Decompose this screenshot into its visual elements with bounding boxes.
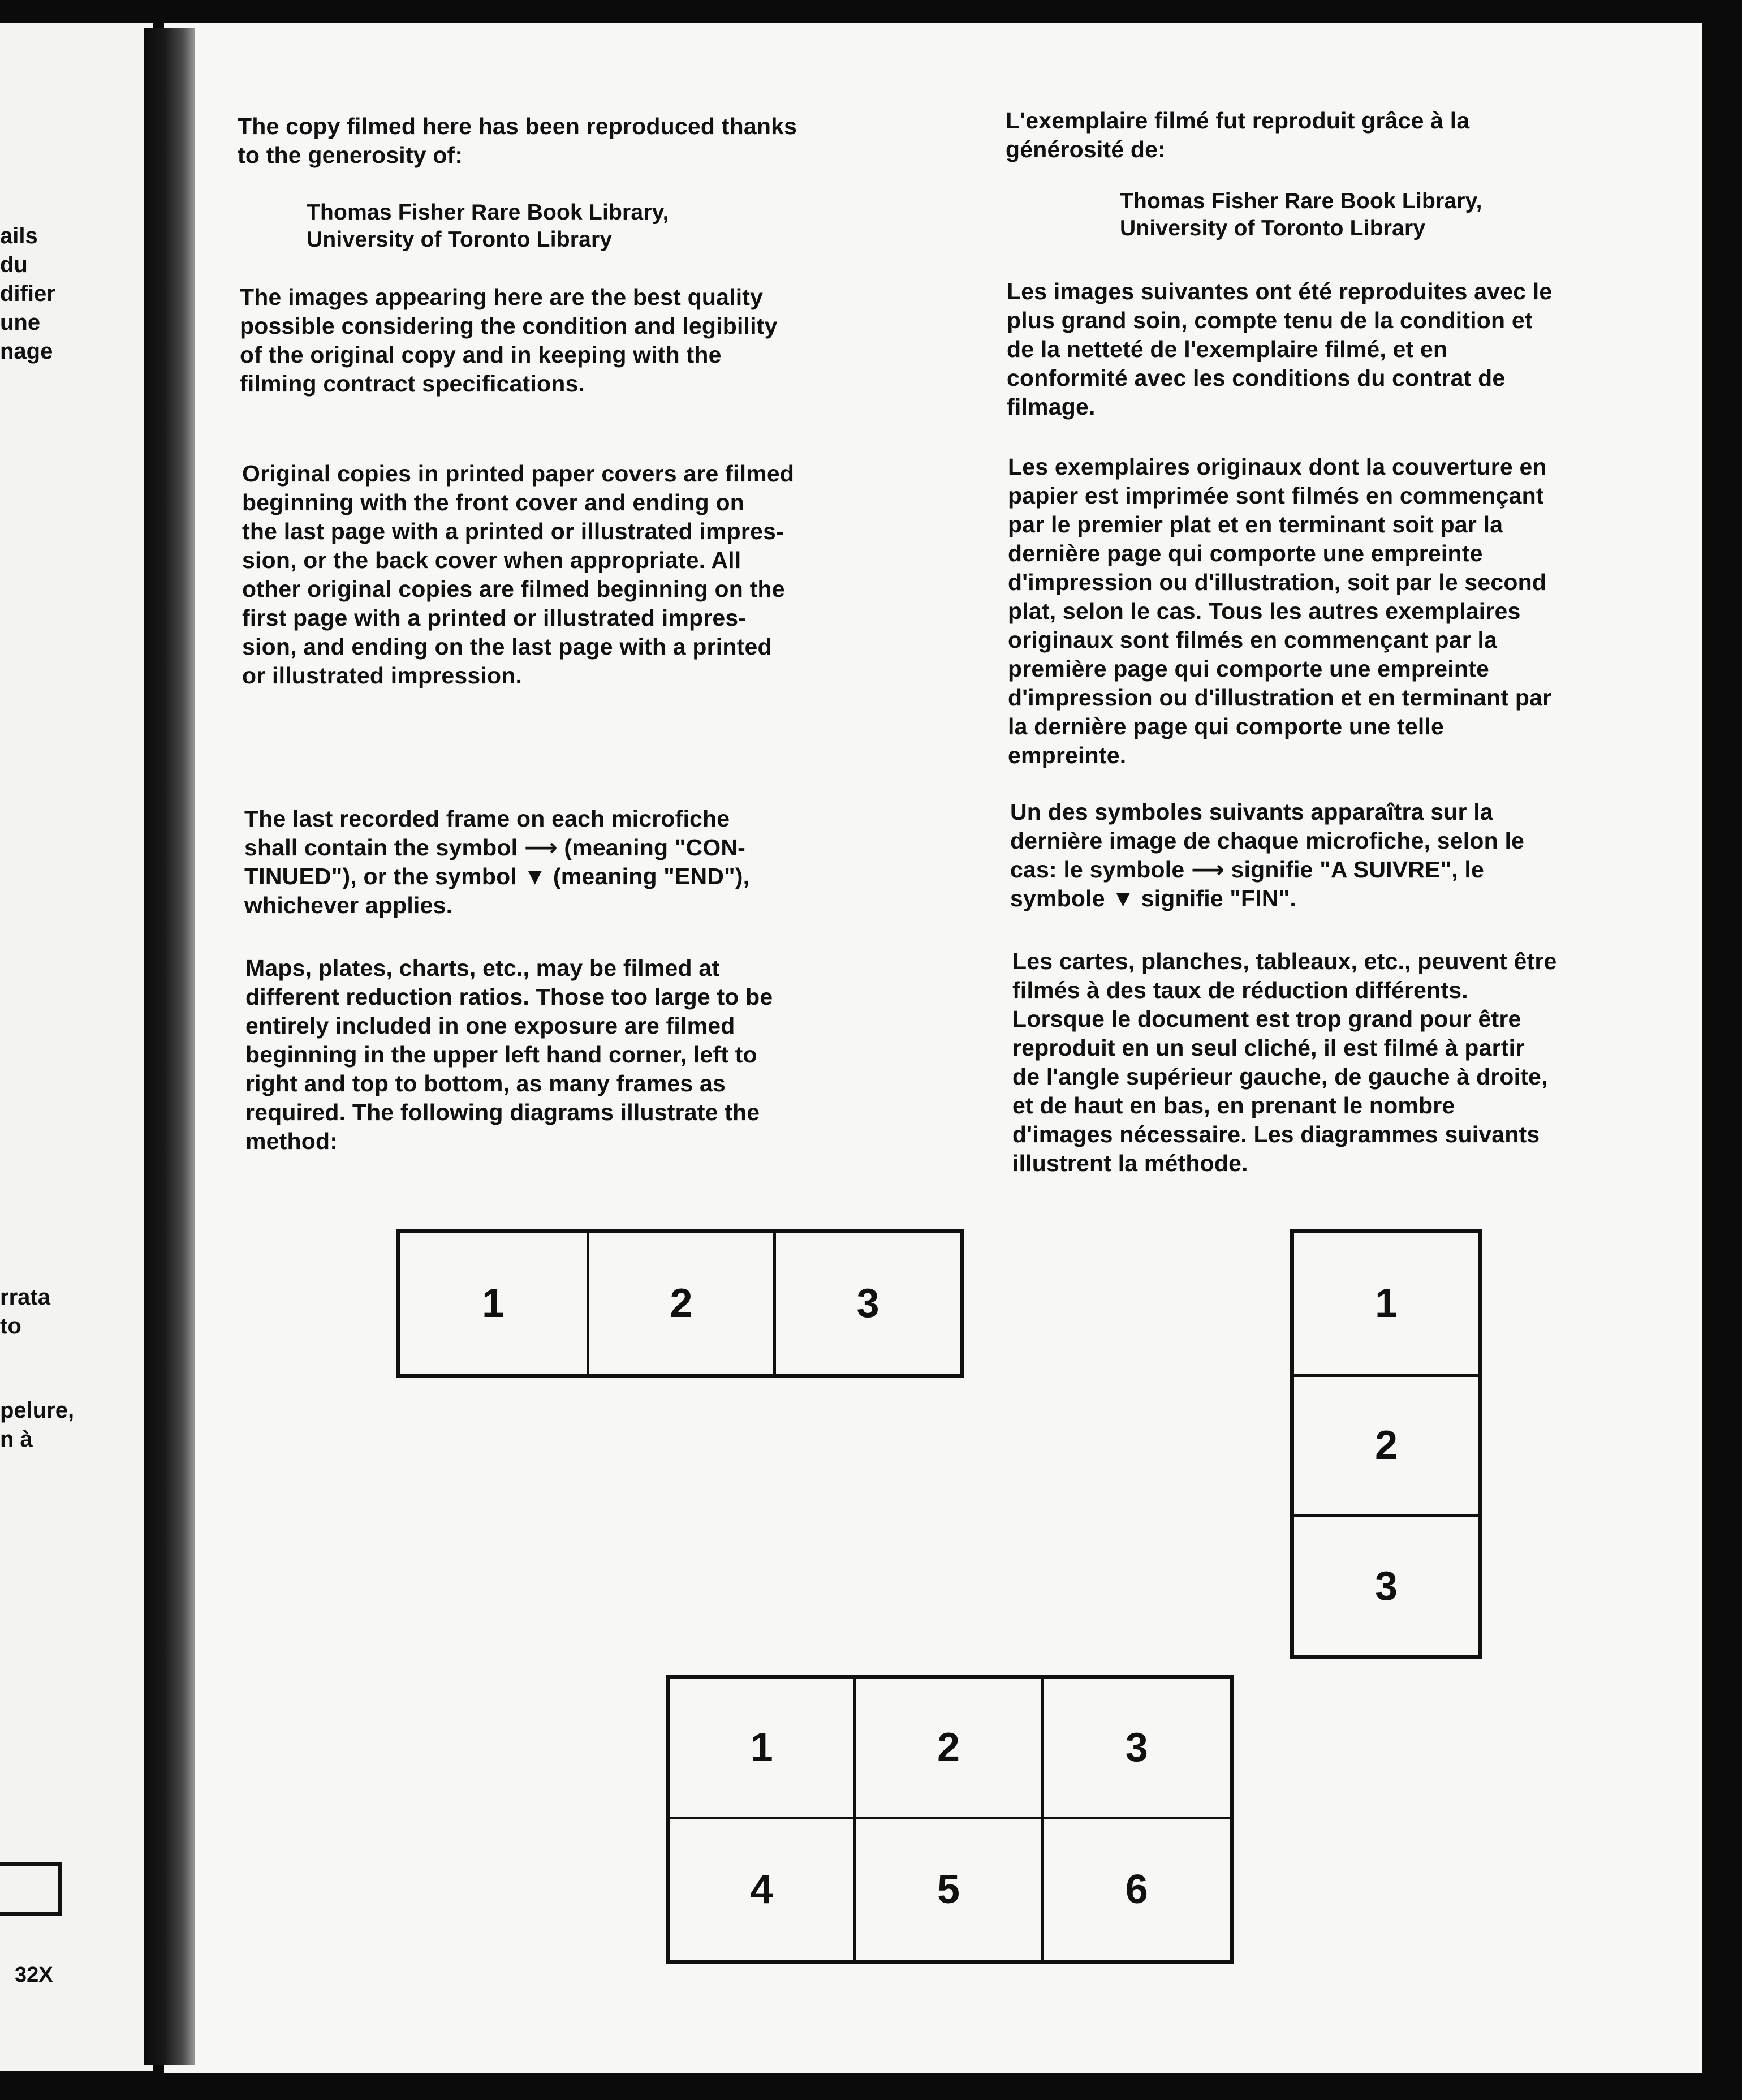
frame-cell: 1 xyxy=(1374,1281,1398,1327)
diagram-six-grid xyxy=(666,1675,1234,1964)
english-original-copies: Original copies in printed paper covers are filmed beginning with the front cover and ending on the last page with a printed or illustrated impres- sion, or the back cover when appropriate. All other original copies are filmed beginning on the first page with a printed or illustrated impres- sion, and ending on the last page with a printed or illustrated impression. xyxy=(242,461,795,688)
fragment-line: ails xyxy=(0,223,38,248)
diagram-horizontal-three xyxy=(396,1229,964,1378)
english-image-quality: The images appearing here are the best quality possible considering the condition and legibility of the original copy and in keeping with the filming contract specifications. xyxy=(240,284,778,397)
fragment-line: to xyxy=(0,1314,21,1339)
frame-cell: 1 xyxy=(670,1679,856,1819)
frame-cell: 2 xyxy=(587,1233,773,1374)
french-acknowledgement: L'exemplaire filmé fut reproduit grâce à la générosité de: xyxy=(1006,107,1470,162)
fragment-line: rrata xyxy=(0,1285,50,1310)
frame-cell: 3 xyxy=(1294,1514,1478,1655)
reduction-label: 32X xyxy=(15,1963,53,1987)
frame-cell: 1 xyxy=(481,1281,505,1326)
fragment-line: une xyxy=(0,310,41,335)
english-library-name: Thomas Fisher Rare Book Library, University of Toronto Library xyxy=(307,200,669,252)
diagram-vertical-three xyxy=(1290,1229,1482,1659)
french-image-quality: Les images suivantes ont été reproduites avec le plus grand soin, compte tenu de la condition et de la netteté de l'exemplaire filmé, et en conformité avec les conditions du contrat de filmage. xyxy=(1007,278,1553,420)
main-page xyxy=(164,23,1702,2073)
frame-cell: 5 xyxy=(856,1819,1043,1960)
frame-cell: 3 xyxy=(773,1233,960,1374)
frame-cell: 4 xyxy=(670,1819,856,1960)
fragment-line: du xyxy=(0,252,28,277)
french-maps-plates: Les cartes, planches, tableaux, etc., peuvent être filmés à des taux de réduction différents. Lorsque le document est trop grand pour être reproduit en un seul cliché, il est filmé à partir de l'angle supérieur gauche, de gauche à droite, et de haut en bas, en prenant le nombre d'images nécessaire. Les diagrammes suivants illustrent la méthode. xyxy=(1012,948,1557,1176)
fragment-line: nage xyxy=(0,339,53,364)
french-library-name: Thomas Fisher Rare Book Library, University of Toronto Library xyxy=(1120,189,1482,240)
fragment-line: pelure, xyxy=(0,1398,75,1423)
fragment-line: n à xyxy=(0,1427,33,1452)
binding-shadow xyxy=(144,28,195,2065)
english-maps-plates: Maps, plates, charts, etc., may be filmed at different reduction ratios. Those too large to be entirely included in one exposure are filmed beginning in the upper left hand corner, left to right and top to bottom, as many frames as required. The following diagrams illustrate the method: xyxy=(245,955,773,1154)
resolution-target-box xyxy=(0,1862,62,1916)
frame-cell: 6 xyxy=(1125,1866,1148,1912)
frame-cell: 2 xyxy=(1294,1374,1478,1515)
french-original-copies: Les exemplaires originaux dont la couverture en papier est imprimée sont filmés en commençant par le premier plat et en terminant soit par la dernière page qui comporte une empreinte d'impression ou d'illustration, soit par le second plat, selon le cas. Tous les autres exemplaires originaux sont filmés en commençant par la première page qui comporte une empreinte d'impression ou d'illustration et en terminant par la dernière page qui comporte une telle empreinte. xyxy=(1008,454,1552,768)
english-acknowledgement: The copy filmed here has been reproduced thanks to the generosity of: xyxy=(238,113,797,168)
fragment-line: difier xyxy=(0,281,55,306)
left-page-fragment xyxy=(0,23,153,2071)
frame-cell: 3 xyxy=(1044,1679,1230,1819)
frame-cell: 2 xyxy=(856,1679,1043,1819)
french-symbols: Un des symboles suivants apparaîtra sur la dernière image de chaque microfiche, selon le cas: le symbole ⟶ signifie "A SUIVRE", le symbole ▼ signifie "FIN". xyxy=(1010,799,1525,911)
english-symbols: The last recorded frame on each microfiche shall contain the symbol ⟶ (meaning "CON- TINUED"), or the symbol ▼ (meaning "END"), whichever applies. xyxy=(244,806,750,918)
